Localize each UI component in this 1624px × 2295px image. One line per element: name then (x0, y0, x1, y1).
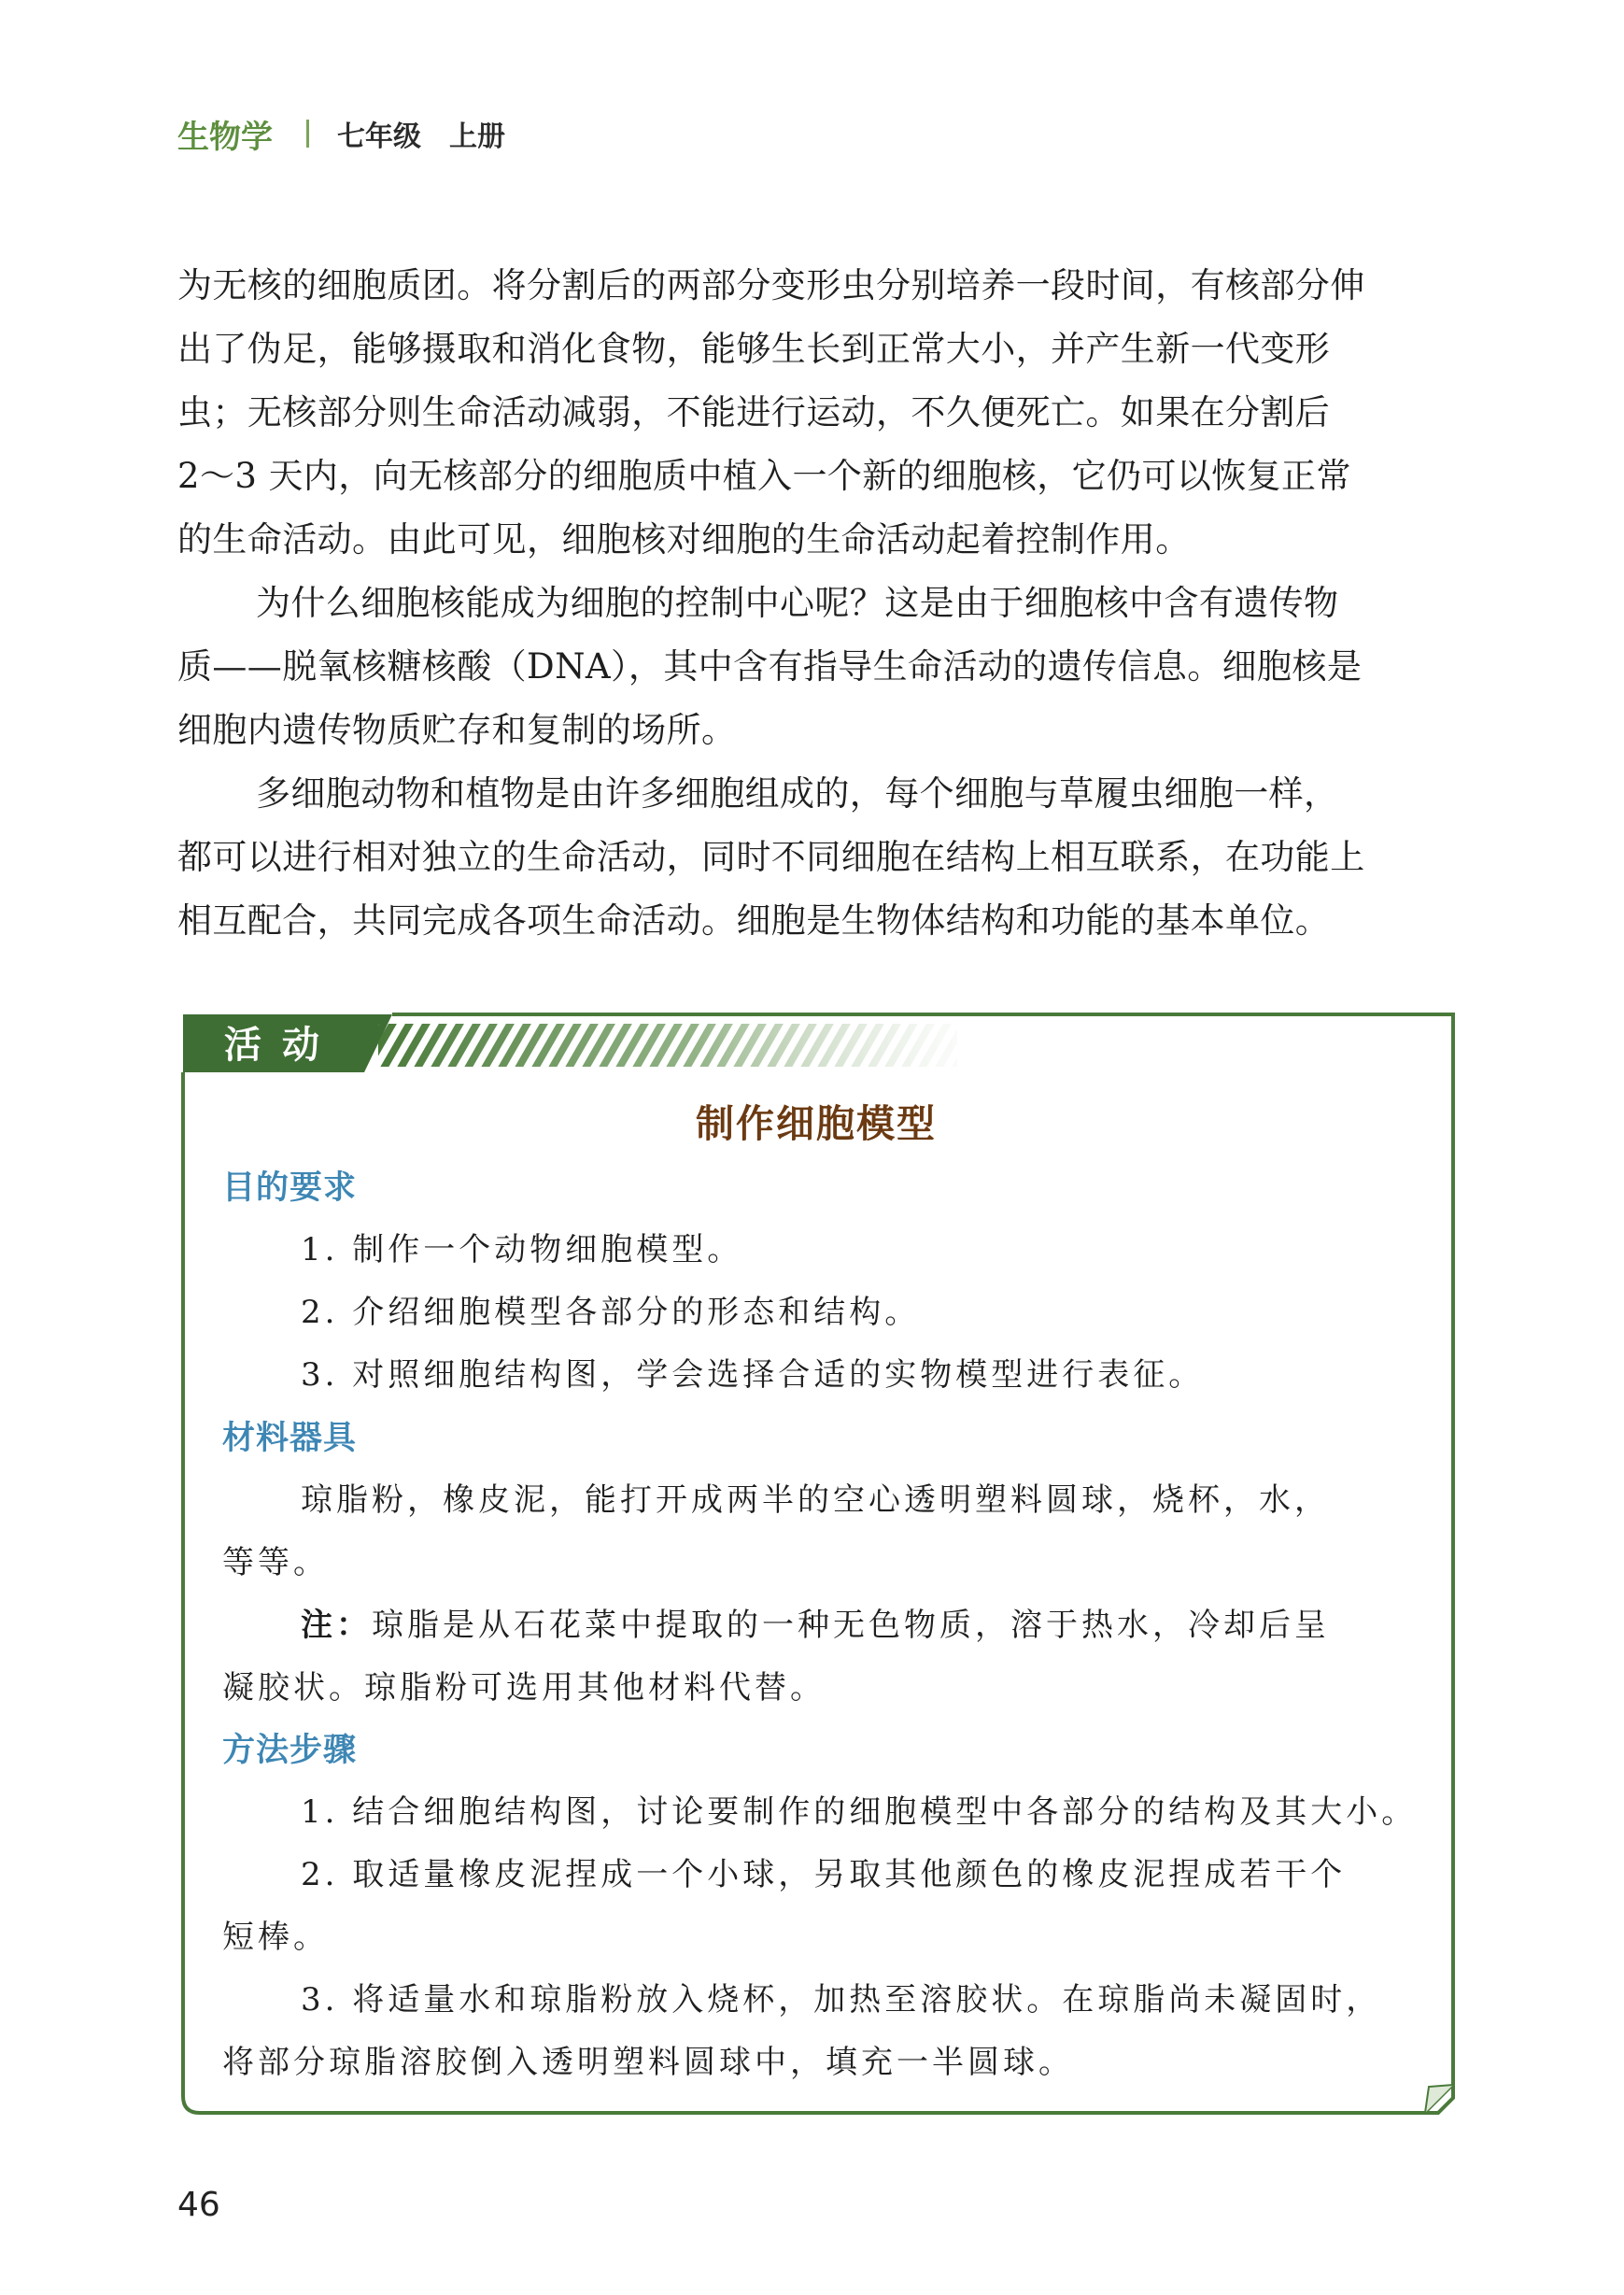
p2-line: 质——脱氧核糖核酸（DNA），其中含有指导生命活动的遗传信息。细胞核是 (177, 646, 1363, 687)
goal-item: 2. 介绍细胞模型各部分的形态和结构。 (301, 1294, 921, 1331)
p1-line: 出了伪足，能够摄取和消化食物，能够生长到正常大小，并产生新一代变形 (177, 329, 1331, 369)
method-line: 2. 取适量橡皮泥捏成一个小球，另取其他颜色的橡皮泥捏成若干个 (301, 1856, 1347, 1893)
p1-line: 虫；无核部分则生命活动减弱，不能进行运动，不久便死亡。如果在分割后 (177, 392, 1331, 432)
materials-line: 等等。 (222, 1544, 329, 1581)
methods-heading: 方法步骤 (222, 1732, 358, 1769)
p1-line: 的生命活动。由此可见，细胞核对细胞的生命活动起着控制作用。 (177, 519, 1191, 560)
materials-line: 琼脂粉，橡皮泥，能打开成两半的空心透明塑料圆球，烧杯，水， (301, 1481, 1330, 1519)
method-line: 1. 结合细胞结构图，讨论要制作的细胞模型中各部分的结构及其大小。 (301, 1793, 1418, 1831)
p3-line: 都可以进行相对独立的生命活动，同时不同细胞在结构上相互联系，在功能上 (177, 837, 1365, 877)
note-line: 凝胶状。琼脂粉可选用其他材料代替。 (222, 1669, 826, 1707)
p2-line: 为什么细胞核能成为细胞的控制中心呢？这是由于细胞核中含有遗传物 (256, 583, 1339, 623)
main-text (177, 254, 1457, 953)
p3-line: 相互配合，共同完成各项生命活动。细胞是生物体结构和功能的基本单位。 (177, 900, 1331, 941)
header-divider (306, 120, 309, 148)
page-number: 46 (177, 2186, 220, 2224)
goal-item: 3. 对照细胞结构图，学会选择合适的实物模型进行表征。 (301, 1356, 1205, 1394)
paragraph-3 (177, 762, 1457, 953)
method-line: 3. 将适量水和琼脂粉放入烧杯，加热至溶胶状。在琼脂尚未凝固时， (301, 1981, 1382, 2019)
goal-item: 1. 制作一个动物细胞模型。 (301, 1231, 743, 1268)
p2-line: 细胞内遗传物质贮存和复制的场所。 (177, 710, 737, 750)
activity-box (177, 1011, 1455, 2118)
grade-text: 七年级 (337, 120, 421, 153)
goals-heading: 目的要求 (222, 1169, 358, 1207)
paragraph-2 (177, 572, 1457, 762)
materials-heading: 材料器具 (222, 1420, 358, 1457)
note-text: 琼脂是从石花菜中提取的一种无色物质，溶于热水，冷却后呈 (372, 1607, 1330, 1644)
paragraph-1 (177, 254, 1457, 572)
volume-text: 上册 (449, 120, 505, 153)
subject-title: 生物学 (177, 118, 273, 156)
activity-tab-label: 活动 (224, 1023, 340, 1067)
method-line: 将部分琼脂溶胶倒入透明塑料圆球中，填充一半圆球。 (222, 2044, 1074, 2081)
p3-line: 多细胞动物和植物是由许多细胞组成的，每个细胞与草履虫细胞一样， (256, 773, 1339, 814)
activity-frame (177, 1011, 1455, 2118)
grade-label (337, 113, 505, 154)
p1-line: 为无核的细胞质团。将分割后的两部分变形虫分别培养一段时间，有核部分伸 (177, 265, 1365, 305)
note-line (301, 1599, 1330, 1645)
note-label: 注： (301, 1607, 372, 1644)
running-header (177, 110, 505, 157)
p1-line: 2～3 天内，向无核部分的细胞质中植入一个新的细胞核，它仍可以恢复正常 (177, 456, 1351, 496)
method-line: 短棒。 (222, 1919, 329, 1956)
activity-title: 制作细胞模型 (696, 1101, 937, 1146)
